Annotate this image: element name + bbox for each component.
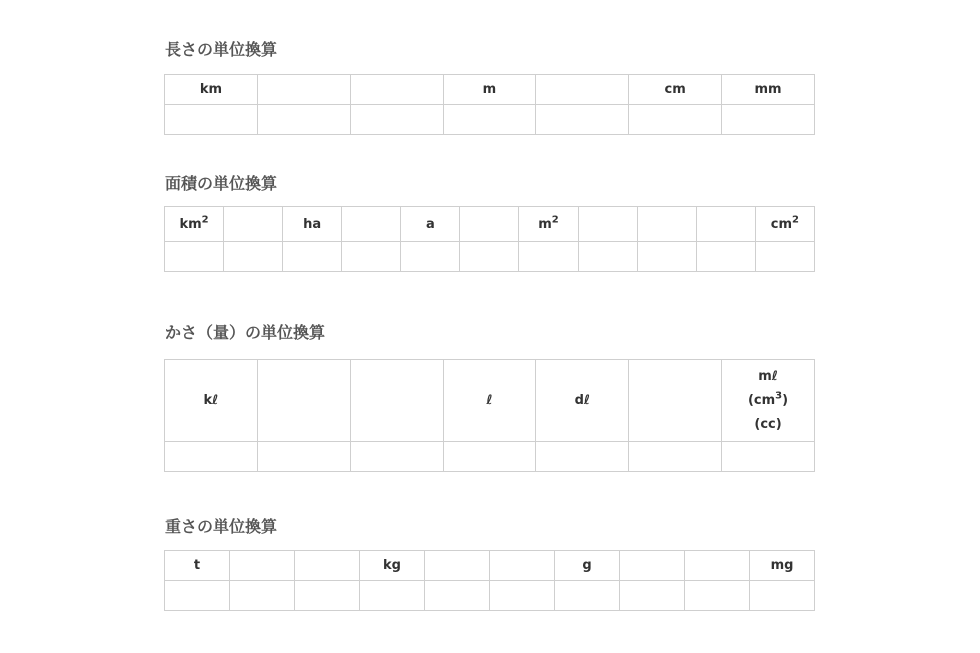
weight-unit-cell (685, 551, 750, 581)
length-input-cell[interactable] (629, 105, 722, 135)
length-input-cell[interactable] (257, 105, 350, 135)
area-input-cell[interactable] (165, 242, 224, 272)
volume-unit-cell: dℓ (536, 360, 629, 442)
volume-header-row (165, 360, 815, 442)
area-input-cell[interactable] (224, 242, 283, 272)
weight-unit-cell: t (165, 551, 230, 581)
weight-section-title: 重さの単位換算 (165, 517, 278, 536)
weight-input-cell[interactable] (295, 581, 360, 611)
weight-unit-cell (295, 551, 360, 581)
volume-input-cell[interactable] (536, 442, 629, 472)
volume-unit-cell (350, 360, 443, 442)
weight-input-cell[interactable] (490, 581, 555, 611)
volume-unit-cell: kℓ (165, 360, 258, 442)
volume-input-row (165, 442, 815, 472)
area-input-cell[interactable] (637, 242, 696, 272)
weight-unit-cell: kg (360, 551, 425, 581)
volume-unit-cell (257, 360, 350, 442)
volume-input-cell[interactable] (722, 442, 815, 472)
area-unit-cell (578, 207, 637, 242)
area-input-row (165, 242, 815, 272)
length-unit-cell: mm (722, 75, 815, 105)
length-input-row (165, 105, 815, 135)
area-unit-cell: $m^2$ (519, 207, 578, 242)
area-input-cell[interactable] (519, 242, 578, 272)
weight-unit-cell: g (555, 551, 620, 581)
area-unit-cell: $km^2$ (165, 207, 224, 242)
area-input-cell[interactable] (696, 242, 755, 272)
volume-input-cell[interactable] (165, 442, 258, 472)
weight-header-row (165, 551, 815, 581)
area-unit-cell (637, 207, 696, 242)
area-input-cell[interactable] (578, 242, 637, 272)
length-unit-cell: m (443, 75, 536, 105)
weight-unit-cell: mg (750, 551, 815, 581)
volume-unit-cell-ml: mℓ $(cm^3)$ (cc) (722, 360, 815, 442)
weight-input-cell[interactable] (685, 581, 750, 611)
weight-input-cell[interactable] (555, 581, 620, 611)
length-input-cell[interactable] (350, 105, 443, 135)
length-table (164, 74, 815, 135)
length-input-cell[interactable] (722, 105, 815, 135)
weight-unit-cell (490, 551, 555, 581)
length-unit-cell: km (165, 75, 258, 105)
weight-input-cell[interactable] (750, 581, 815, 611)
volume-input-cell[interactable] (443, 442, 536, 472)
volume-unit-cell (629, 360, 722, 442)
area-input-cell[interactable] (342, 242, 401, 272)
weight-input-cell[interactable] (360, 581, 425, 611)
area-input-cell[interactable] (401, 242, 460, 272)
area-unit-cell: ha (283, 207, 342, 242)
length-header-row (165, 75, 815, 105)
area-unit-cell (342, 207, 401, 242)
weight-unit-cell (620, 551, 685, 581)
volume-input-cell[interactable] (350, 442, 443, 472)
area-unit-cell: a (401, 207, 460, 242)
area-unit-cell: $cm^2$ (755, 207, 814, 242)
weight-input-cell[interactable] (425, 581, 490, 611)
weight-unit-cell (425, 551, 490, 581)
volume-input-cell[interactable] (257, 442, 350, 472)
length-unit-cell (257, 75, 350, 105)
area-header-row (165, 207, 815, 242)
area-input-cell[interactable] (460, 242, 519, 272)
length-section-title: 長さの単位換算 (165, 40, 278, 59)
weight-input-cell[interactable] (620, 581, 685, 611)
area-input-cell[interactable] (283, 242, 342, 272)
area-section-title: 面積の単位換算 (165, 174, 278, 193)
length-input-cell[interactable] (443, 105, 536, 135)
area-unit-cell (696, 207, 755, 242)
length-input-cell[interactable] (165, 105, 258, 135)
weight-unit-cell (230, 551, 295, 581)
area-unit-cell (224, 207, 283, 242)
weight-input-cell[interactable] (230, 581, 295, 611)
weight-input-cell[interactable] (165, 581, 230, 611)
volume-input-cell[interactable] (629, 442, 722, 472)
area-table (164, 206, 815, 272)
length-unit-cell: cm (629, 75, 722, 105)
volume-table (164, 359, 815, 472)
length-unit-cell (350, 75, 443, 105)
area-unit-cell (460, 207, 519, 242)
volume-section-title: かさ（量）の単位換算 (165, 323, 326, 342)
length-input-cell[interactable] (536, 105, 629, 135)
area-input-cell[interactable] (755, 242, 814, 272)
volume-unit-cell: ℓ (443, 360, 536, 442)
length-unit-cell (536, 75, 629, 105)
weight-table (164, 550, 815, 611)
weight-input-row (165, 581, 815, 611)
